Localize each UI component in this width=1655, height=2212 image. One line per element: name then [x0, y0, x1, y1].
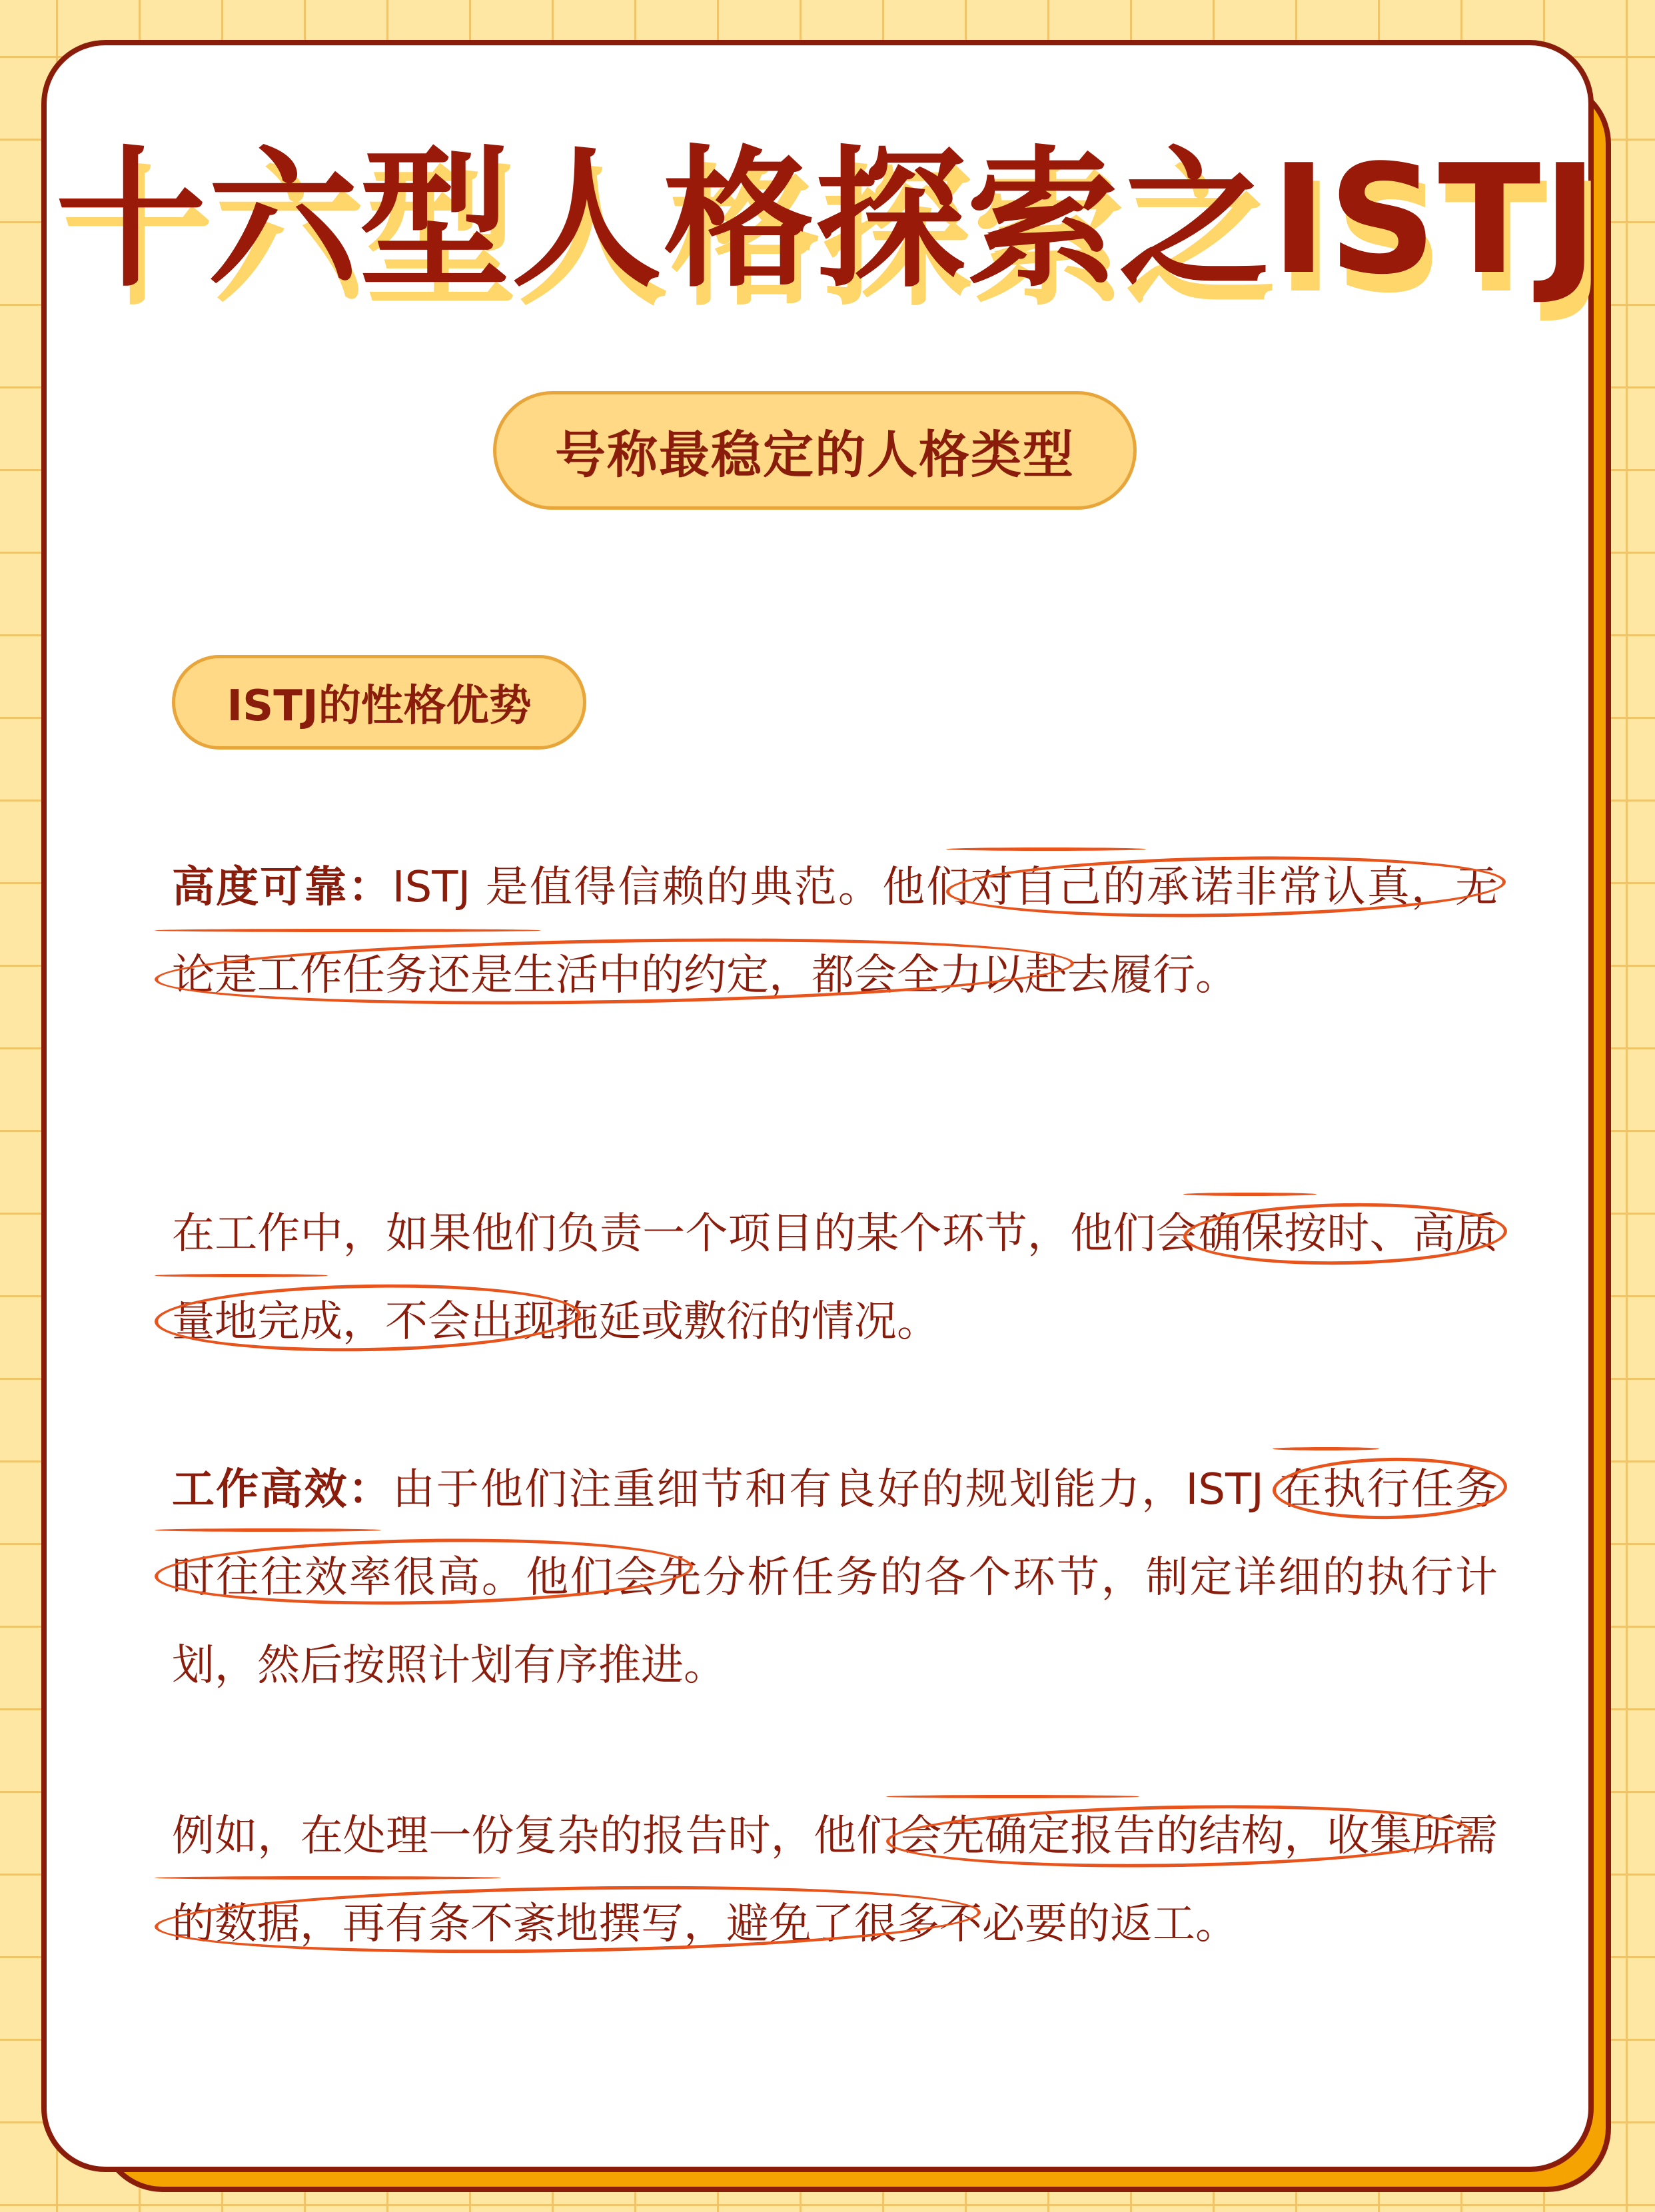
paragraph-example-report — [172, 1792, 1498, 1968]
subtitle-pill — [493, 391, 1137, 510]
paragraph-lead-colon: ： — [348, 1465, 392, 1514]
paragraph-text: 由于他们注重细节和有良好的规划能力，ISTJ 在执行任务时往往效率很高。他们会先分析任务的各个环节，制定详细的执行计划，然后按照计划有序推进。 — [172, 1465, 1498, 1690]
paragraph-lead-colon: ： — [348, 863, 392, 912]
paragraph-reliable — [172, 843, 1498, 1019]
paragraph-text: 例如，在处理一份复杂的报告时，他们会先确定报告的结构，收集所需的数据，再有条不紊地撰写，避免了很多不必要的返工。 — [172, 1812, 1498, 1949]
paragraph-example-work — [172, 1190, 1498, 1366]
paragraph-text: 在工作中，如果他们负责一个项目的某个环节，他们会确保按时、高质量地完成，不会出现拖延或敷衍的情况。 — [172, 1209, 1498, 1347]
paragraph-efficient — [172, 1446, 1498, 1710]
page-title: 十六型人格探索之ISTJ — [55, 133, 1600, 308]
section-heading-pill — [172, 655, 586, 750]
section-heading-text: ISTJ的性格优势 — [227, 682, 532, 731]
subtitle-text: 号称最稳定的人格类型 — [555, 424, 1075, 484]
paragraph-lead: 高度可靠 — [172, 863, 348, 912]
paragraph-lead: 工作高效 — [172, 1465, 348, 1514]
paragraph-text: ISTJ 是值得信赖的典范。他们对自己的承诺非常认真，无论是工作任务还是生活中的约定，都会全力以赴去履行。 — [172, 863, 1498, 1000]
